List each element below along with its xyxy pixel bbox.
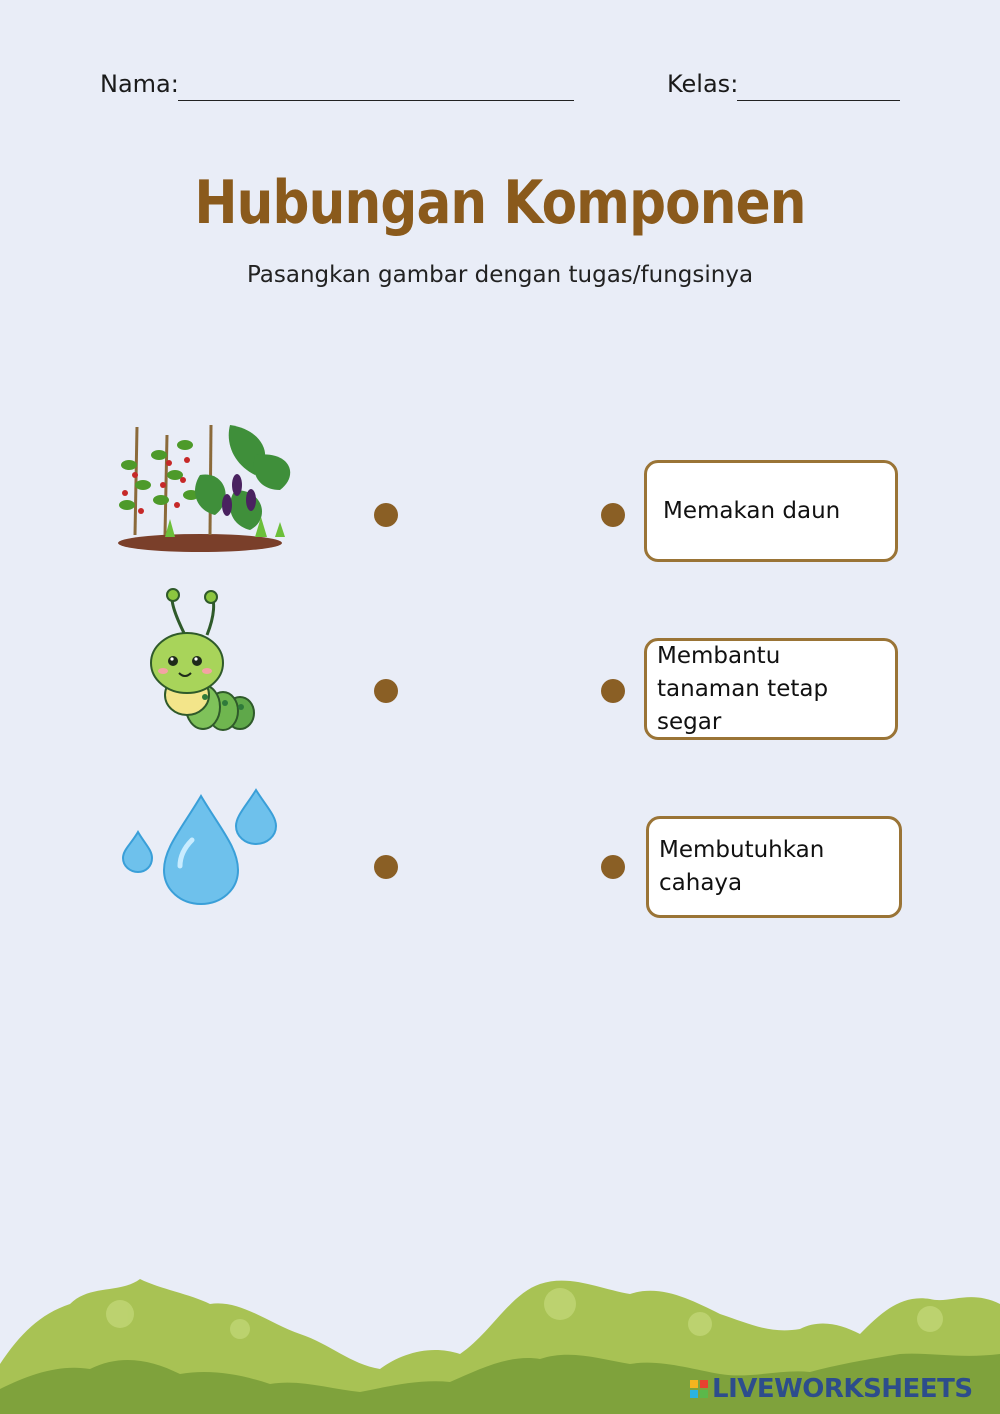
class-label: Kelas: <box>667 70 739 98</box>
page-subtitle: Pasangkan gambar dengan tugas/fungsinya <box>246 262 754 288</box>
answer-card-3 <box>646 816 902 918</box>
left-match-dot-3[interactable] <box>374 855 398 879</box>
name-input-line[interactable] <box>178 100 574 101</box>
right-match-dot-2[interactable] <box>601 679 625 703</box>
page-title: Hubungan Komponen <box>194 168 806 238</box>
right-match-dot-1[interactable] <box>601 503 625 527</box>
answer-card-2 <box>644 638 898 740</box>
answer-text: Membantu tanaman tetap segar <box>657 642 829 735</box>
brand-logo <box>690 1374 973 1404</box>
plant-garden-icon <box>105 405 300 555</box>
brand-mark-icon <box>690 1380 708 1398</box>
caterpillar-icon <box>145 585 260 737</box>
left-match-dot-1[interactable] <box>374 503 398 527</box>
class-field <box>667 70 738 98</box>
class-input-line[interactable] <box>737 100 900 101</box>
left-match-dot-2[interactable] <box>374 679 398 703</box>
name-label: Nama: <box>100 70 179 98</box>
name-field <box>100 70 179 98</box>
answer-text: Membutuhkan cahaya <box>659 837 825 896</box>
answer-card-1 <box>644 460 898 562</box>
answer-text: Memakan daun <box>663 497 841 524</box>
right-match-dot-3[interactable] <box>601 855 625 879</box>
brand-text: LIVEWORKSHEETS <box>712 1374 973 1404</box>
water-drops-icon <box>120 788 282 908</box>
